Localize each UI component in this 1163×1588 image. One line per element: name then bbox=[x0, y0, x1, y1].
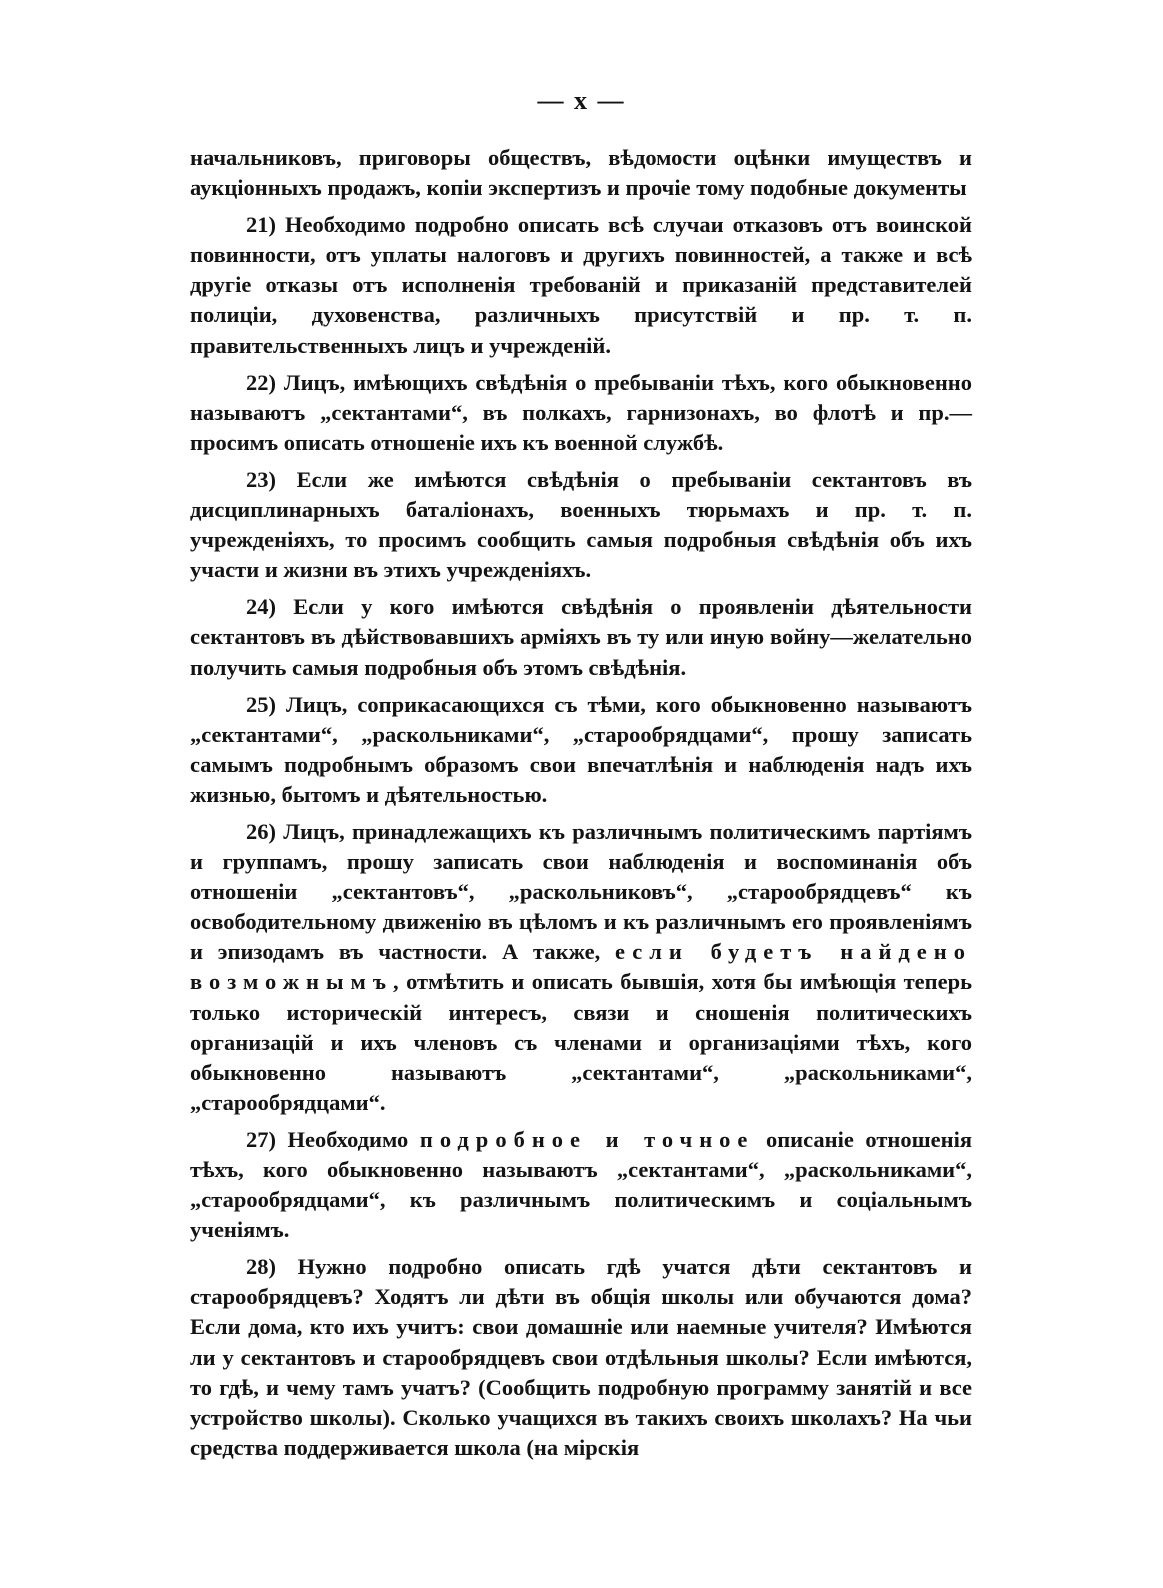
paragraph-20-continuation bbox=[190, 143, 972, 203]
paragraph-text: описаніе отношенія тѣхъ, кого обыкновенно называютъ „сектантами“, „раскольниками“, „старообрядцами“, къ различнымъ политическимъ и соціальнымъ ученіямъ. bbox=[190, 1126, 972, 1243]
paragraph-text: 26) Лицъ, принадлежащихъ къ различнымъ политическимъ партіямъ и группамъ, прошу записать свои наблюденія и воспоминанія объ отношеніи „сектантовъ“, „раскольниковъ“, „старообрядцевъ“ къ освободительному движенію въ цѣломъ и къ различнымъ его проявленіямъ и эпизодамъ въ частности. А также, bbox=[190, 818, 972, 965]
paragraph-26 bbox=[190, 817, 972, 1118]
paragraph-text: 28) Нужно подробно описать гдѣ учатся дѣти сектантовъ и старообрядцевъ? Ходятъ ли дѣти въ общія школы или обучаются дома? Если дома, кто ихъ учитъ: свои домашніе или наемные учителя? Имѣются ли у сектантовъ и старообрядцевъ свои отдѣльныя школы? Если имѣются, то гдѣ, и чему тамъ учатъ? (Сообщить подробную программу занятій и все устройство школы). Сколько учащихся въ такихъ своихъ школахъ? На чьи средства поддерживается школа (на мірскія bbox=[190, 1254, 972, 1460]
body-text bbox=[190, 143, 972, 1470]
spaced-emphasis: подробное и точное bbox=[419, 1126, 755, 1152]
paragraph-text: 24) Если у кого имѣются свѣдѣнія о проявленіи дѣятельности сектантовъ въ дѣйствовавшихъ арміяхъ въ ту или иную войну—желательно получить самыя подробныя объ этомъ свѣдѣнія. bbox=[190, 594, 972, 680]
paragraph-text: 21) Необходимо подробно описать всѣ случаи отказовъ отъ воинской повинности, отъ уплаты налоговъ и другихъ повинностей, а также и всѣ другіе отказы отъ исполненія требованій и приказаній представителей полиціи, духовенства, различныхъ присутствій и пр. т. п. правительственныхъ лицъ и учрежденій. bbox=[190, 212, 972, 358]
paragraph-text: начальниковъ, приговоры обществъ, вѣдомости оцѣнки имуществъ и аукціонныхъ продажъ, копіи экспертизъ и прочіе тому подобные документы bbox=[190, 145, 972, 201]
paragraph-text: 22) Лицъ, имѣющихъ свѣдѣнія о пребываніи тѣхъ, кого обыкновенно называютъ „сектантами“, въ полкахъ, гарнизонахъ, во флотѣ и пр.—просимъ описать отношеніе ихъ къ военной службѣ. bbox=[190, 369, 972, 455]
paragraph-22 bbox=[190, 368, 972, 458]
paragraph-28 bbox=[190, 1252, 972, 1463]
spaced-emphasis: если будетъ найдено возможнымъ bbox=[190, 939, 972, 995]
paragraph-25 bbox=[190, 690, 972, 810]
page-header: — x — bbox=[537, 86, 626, 115]
paragraph-text: , отмѣтить и описать бывшія, хотя бы имѣющія теперь только историческій интересъ, связи и сношенія политическихъ организацій и ихъ членовъ съ членами и организаціями тѣхъ, кого обыкновенно называютъ „сектантами“, „раскольниками“, „старообрядцами“. bbox=[190, 969, 972, 1115]
paragraph-24 bbox=[190, 592, 972, 682]
paragraph-27 bbox=[190, 1125, 972, 1245]
paragraph-23 bbox=[190, 465, 972, 585]
paragraph-text: 27) Необходимо bbox=[246, 1126, 420, 1152]
paragraph-text: 23) Если же имѣются свѣдѣнія о пребываніи сектантовъ въ дисциплинарныхъ баталіонахъ, военныхъ тюрьмахъ и пр. т. п. учрежденіяхъ, то просимъ сообщить самыя подробныя свѣдѣнія объ ихъ участи и жизни въ этихъ учрежденіяхъ. bbox=[190, 466, 972, 583]
paragraph-text: 25) Лицъ, соприкасающихся съ тѣми, кого обыкновенно называютъ „сектантами“, „раскольниками“, „старообрядцами“, прошу записать самымъ подробнымъ образомъ свои впечатлѣнія и наблюденія надъ ихъ жизнью, бытомъ и дѣятельностью. bbox=[190, 691, 972, 807]
paragraph-21 bbox=[190, 210, 972, 360]
